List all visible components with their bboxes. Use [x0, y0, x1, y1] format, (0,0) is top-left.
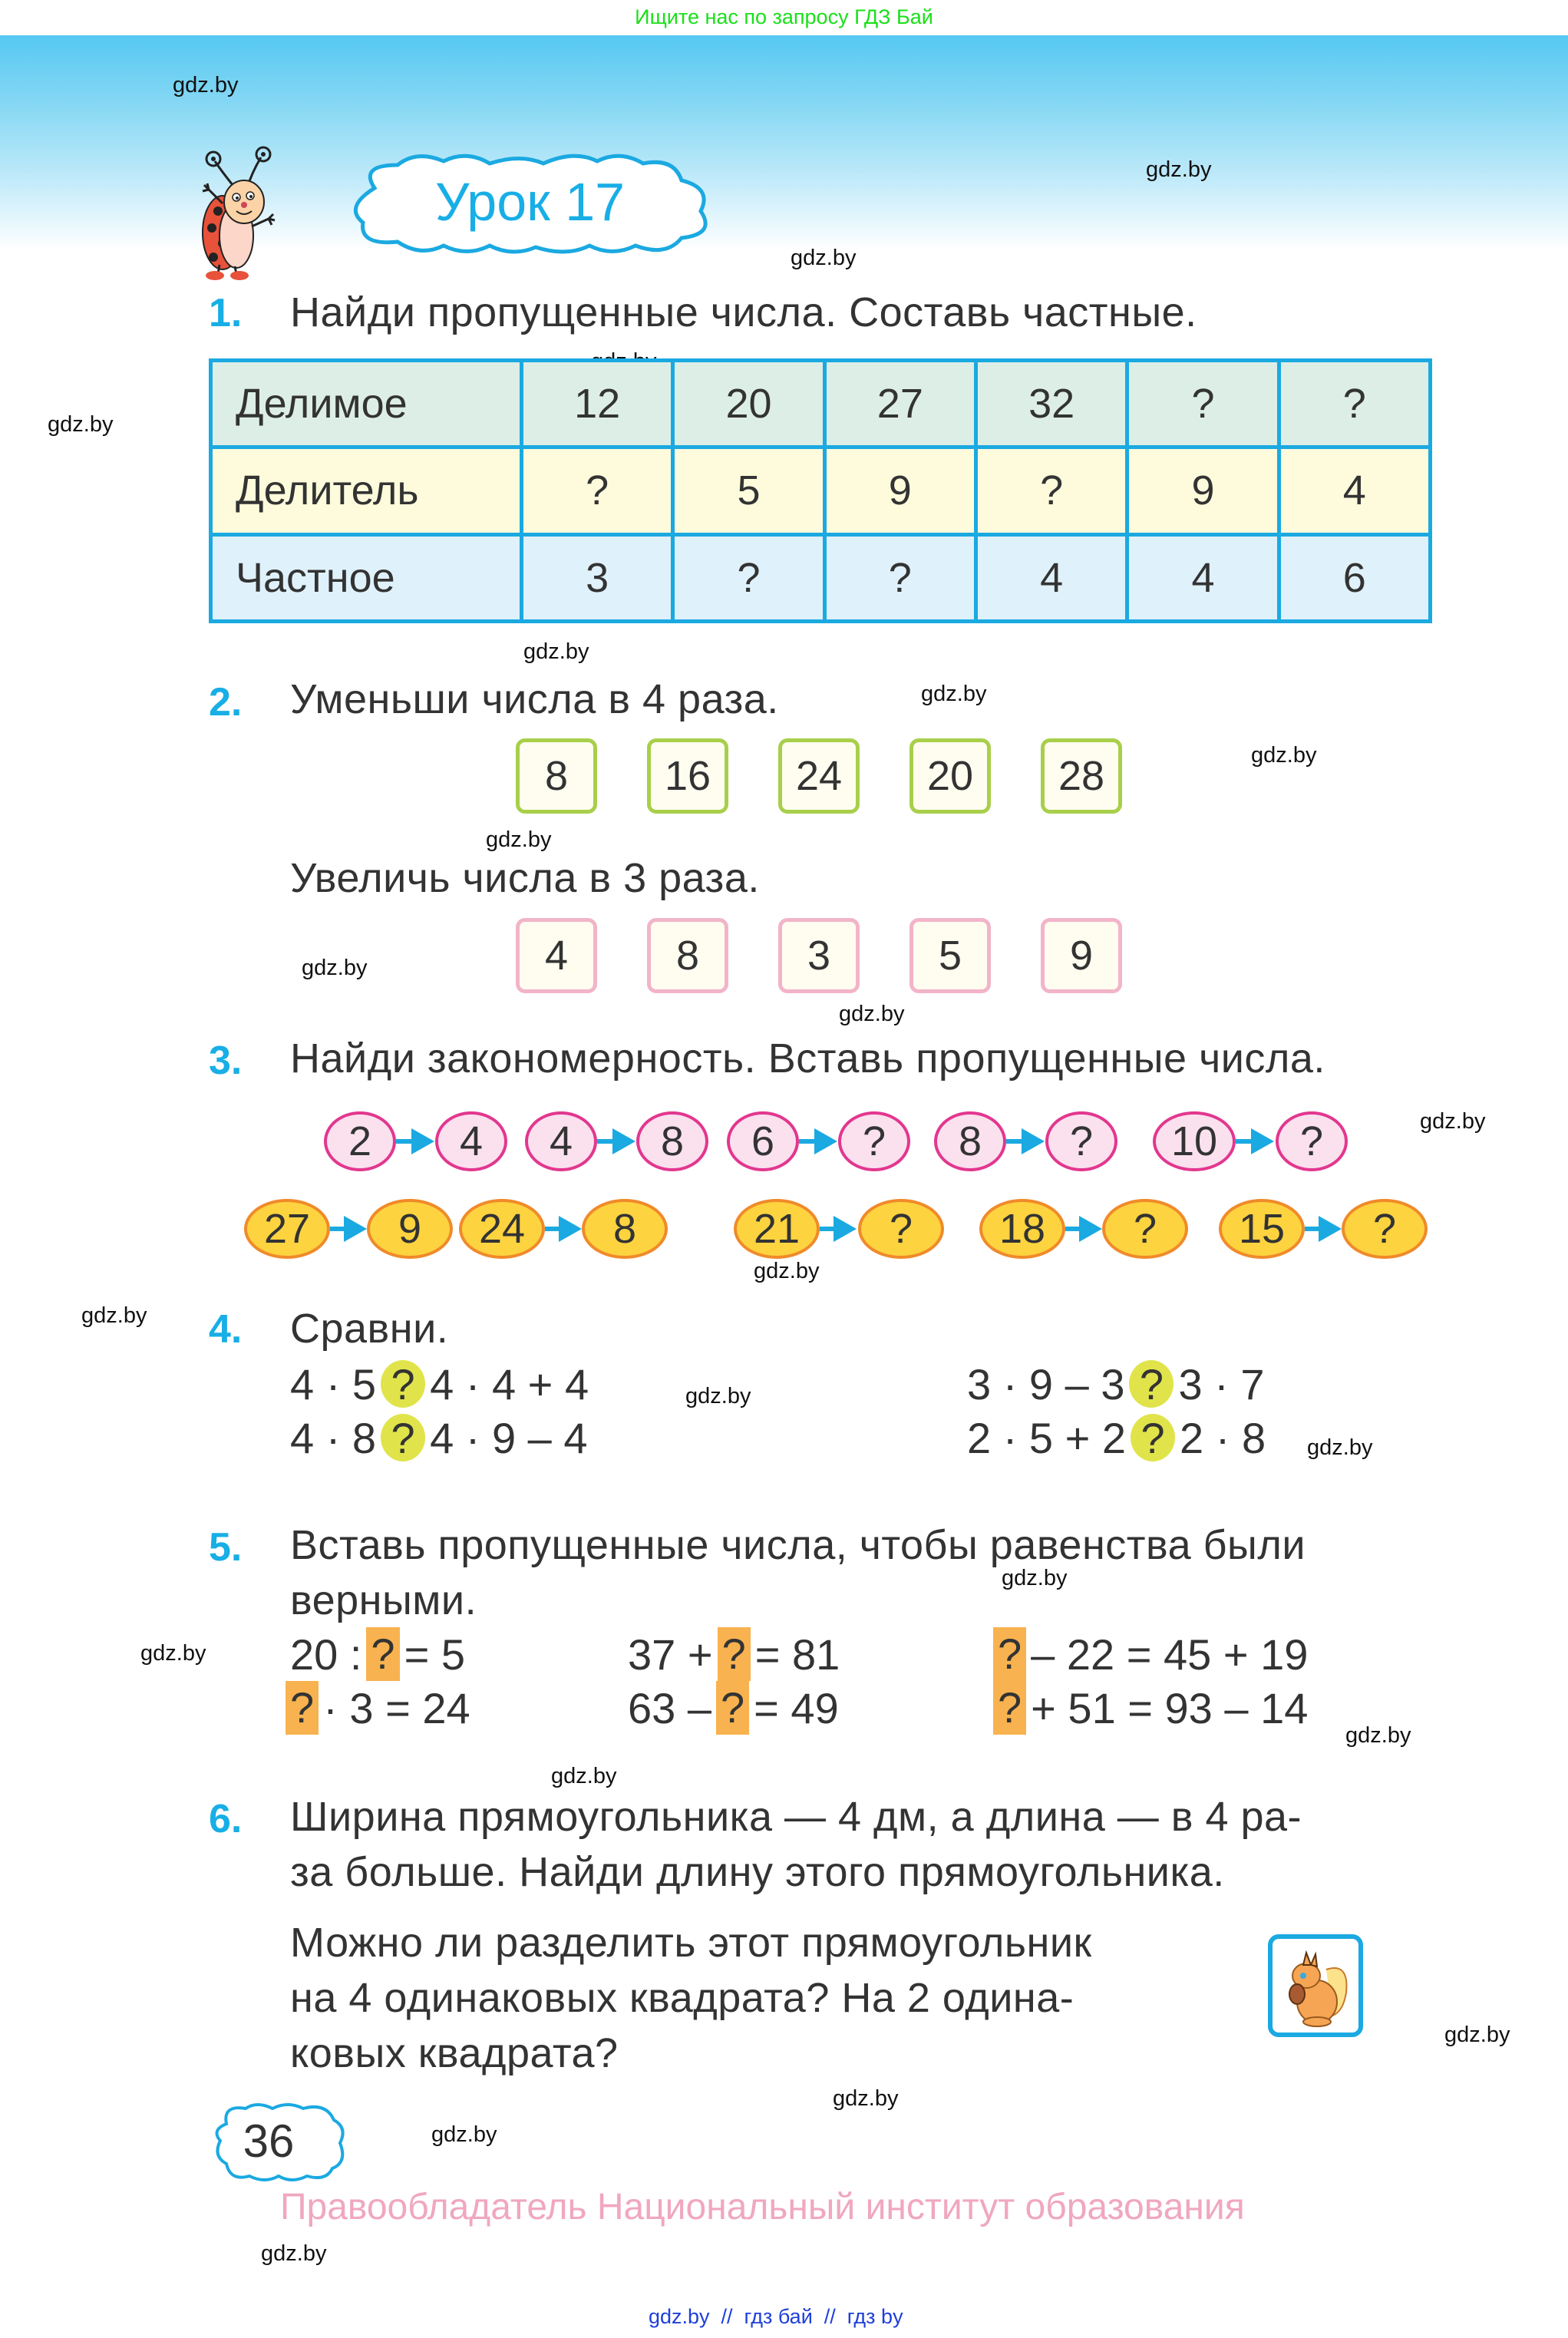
- chain-oval: 10: [1153, 1111, 1236, 1171]
- chain-oval: ?: [838, 1111, 910, 1171]
- table-cell: 9: [824, 447, 975, 534]
- row-label: Делитель: [211, 447, 522, 534]
- row-label: Частное: [211, 534, 522, 621]
- missing-number-slot[interactable]: ?: [993, 1681, 1026, 1735]
- exercise-2-text-b: Увеличь числа в 3 раза.: [290, 855, 760, 901]
- exercise-4-text: Сравни.: [290, 1306, 449, 1352]
- comparison-item: 3 · 9 – 3 ? 3 · 7: [967, 1359, 1265, 1408]
- table-cell: 5: [673, 447, 824, 534]
- chain-oval: 15: [1219, 1199, 1305, 1259]
- missing-number-slot[interactable]: ?: [993, 1627, 1026, 1681]
- compare-sign-slot[interactable]: ?: [1131, 1414, 1175, 1461]
- number-box: 24: [778, 738, 860, 814]
- chain-oval: ?: [1102, 1199, 1188, 1259]
- number-box: 8: [647, 918, 728, 993]
- equation-item: ? – 22 = 45 + 19: [993, 1627, 1308, 1681]
- top-banner: [0, 0, 1568, 35]
- page-number-cloud: [211, 2101, 349, 2184]
- chain-oval: 4: [525, 1111, 597, 1171]
- division-table: [209, 358, 1432, 623]
- chain-oval: 21: [734, 1199, 820, 1259]
- bottom-links[interactable]: gdz.by // гдз бай // гдз by: [649, 2305, 903, 2328]
- equation-item: 37 + ? = 81: [628, 1627, 840, 1681]
- pattern-row-2: [244, 1199, 1441, 1260]
- table-cell: ?: [824, 534, 975, 621]
- table-cell: 4: [1279, 447, 1430, 534]
- chain-oval: 8: [636, 1111, 708, 1171]
- page-number: 36: [243, 2115, 295, 2167]
- chain-oval: 24: [459, 1199, 545, 1259]
- exercise-5-number: 5.: [209, 1525, 243, 1570]
- comparison-item: 2 · 5 + 2 ? 2 · 8: [967, 1413, 1266, 1462]
- number-box: 4: [516, 918, 597, 993]
- exercise-6-question-line1: Можно ли разделить этот прямоугольник: [290, 1920, 1092, 1966]
- exercise-5-text-line1: Вставь пропущенные числа, чтобы равенства были: [290, 1522, 1306, 1568]
- exercise-2-text-a: Уменьши числа в 4 раза.: [290, 676, 779, 722]
- table-cell: 4: [975, 534, 1127, 621]
- exercise-6-line2: за больше. Найди длину этого прямоугольника.: [290, 1849, 1225, 1895]
- watermark: gdz.by: [1146, 157, 1212, 182]
- table-cell: 3: [522, 534, 673, 621]
- watermark: gdz.by: [486, 827, 552, 852]
- table-cell: 6: [1279, 534, 1430, 621]
- number-box: 28: [1041, 738, 1122, 814]
- missing-number-slot[interactable]: ?: [716, 1681, 749, 1735]
- watermark: gdz.by: [431, 2122, 497, 2147]
- table-row-quotient: [211, 534, 1431, 621]
- row-label: Делимое: [211, 361, 522, 447]
- number-box: 9: [1041, 918, 1122, 993]
- compare-sign-slot[interactable]: ?: [1129, 1360, 1174, 1408]
- chain-oval: 27: [244, 1199, 330, 1259]
- exercise-6-question-line2: на 4 одинаковых квадрата? На 2 одина-: [290, 1975, 1074, 2021]
- number-box: 3: [778, 918, 860, 993]
- exercise-1-number: 1.: [209, 291, 243, 335]
- exercise-6-question-line3: ковых квадрата?: [290, 2030, 619, 2076]
- arrow-icon: [612, 1128, 635, 1154]
- watermark: gdz.by: [1444, 2023, 1510, 2047]
- copyright-notice: Правообладатель Национальный институт образования: [280, 2187, 1245, 2227]
- watermark: gdz.by: [839, 1002, 905, 1026]
- arrow-icon: [1319, 1216, 1342, 1242]
- watermark: gdz.by: [48, 412, 114, 437]
- watermark: gdz.by: [754, 1259, 820, 1283]
- missing-number-slot[interactable]: ?: [286, 1681, 319, 1735]
- exercise-6-number: 6.: [209, 1797, 243, 1841]
- comparison-item: 4 · 5 ? 4 · 4 + 4: [290, 1359, 589, 1408]
- equation-item: 20 : ? = 5: [290, 1627, 465, 1681]
- missing-number-slot[interactable]: ?: [718, 1627, 751, 1681]
- watermark: gdz.by: [685, 1384, 751, 1408]
- exercise-2-number: 2.: [209, 680, 243, 725]
- watermark: gdz.by: [140, 1641, 206, 1666]
- chain-oval: 6: [727, 1111, 799, 1171]
- arrow-icon: [344, 1216, 367, 1242]
- chain-oval: 9: [367, 1199, 453, 1259]
- exercise-3-text: Найди закономерность. Вставь пропущенные числа.: [290, 1035, 1325, 1081]
- lesson-title-cloud: [344, 150, 716, 257]
- exercise-6-line1: Ширина прямоугольника — 4 дм, а длина — в 4 ра-: [290, 1794, 1302, 1840]
- number-box: 5: [909, 918, 991, 993]
- chain-oval: ?: [1045, 1111, 1117, 1171]
- table-cell: ?: [522, 447, 673, 534]
- table-cell: 32: [975, 361, 1127, 447]
- table-cell: ?: [975, 447, 1127, 534]
- number-box: 20: [909, 738, 991, 814]
- exercise-4-number: 4.: [209, 1307, 243, 1352]
- chain-oval: ?: [858, 1199, 944, 1259]
- arrow-icon: [814, 1128, 837, 1154]
- missing-number-slot[interactable]: ?: [366, 1627, 399, 1681]
- equation-item: ? + 51 = 93 – 14: [993, 1681, 1308, 1735]
- number-box: 16: [647, 738, 728, 814]
- top-banner-text: Ищите нас по запросу ГДЗ Бай: [635, 5, 933, 28]
- watermark: gdz.by: [302, 956, 368, 980]
- chain-oval: ?: [1276, 1111, 1348, 1171]
- arrow-icon: [1022, 1128, 1045, 1154]
- watermark: gdz.by: [173, 73, 239, 97]
- chain-oval: 8: [582, 1199, 668, 1259]
- watermark: gdz.by: [921, 682, 987, 706]
- chain-oval: 2: [324, 1111, 396, 1171]
- chain-oval: 8: [934, 1111, 1006, 1171]
- table-row-divisor: [211, 447, 1431, 534]
- pattern-row-1: [324, 1111, 1368, 1173]
- compare-sign-slot[interactable]: ?: [381, 1414, 425, 1461]
- watermark: gdz.by: [1251, 743, 1317, 768]
- table-cell: ?: [1279, 361, 1430, 447]
- squirrel-icon: [1268, 1934, 1363, 2037]
- table-cell: 4: [1127, 534, 1279, 621]
- chain-oval: 4: [435, 1111, 507, 1171]
- watermark: gdz.by: [261, 2241, 327, 2266]
- watermark: gdz.by: [791, 246, 857, 270]
- watermark: gdz.by: [1345, 1723, 1411, 1748]
- table-cell: ?: [1127, 361, 1279, 447]
- watermark: gdz.by: [81, 1303, 147, 1328]
- exercise-1-text: Найди пропущенные числа. Составь частные.: [290, 289, 1197, 335]
- arrow-icon: [834, 1216, 857, 1242]
- exercise-3-number: 3.: [209, 1039, 243, 1083]
- watermark: gdz.by: [1307, 1435, 1373, 1460]
- compare-sign-slot[interactable]: ?: [381, 1360, 425, 1408]
- number-box: 8: [516, 738, 597, 814]
- chain-oval: 18: [979, 1199, 1065, 1259]
- watermark: gdz.by: [551, 1764, 617, 1788]
- equation-item: 63 – ? = 49: [628, 1681, 839, 1735]
- table-cell: ?: [673, 534, 824, 621]
- table-cell: 20: [673, 361, 824, 447]
- watermark: gdz.by: [1002, 1566, 1068, 1590]
- lesson-title: Урок 17: [434, 172, 626, 232]
- table-cell: 12: [522, 361, 673, 447]
- table-cell: 27: [824, 361, 975, 447]
- table-cell: 9: [1127, 447, 1279, 534]
- chain-oval: ?: [1342, 1199, 1428, 1259]
- watermark: gdz.by: [523, 639, 589, 664]
- ladybug-icon: [192, 142, 299, 280]
- arrow-icon: [559, 1216, 582, 1242]
- arrow-icon: [411, 1128, 434, 1154]
- comparison-item: 4 · 8 ? 4 · 9 – 4: [290, 1413, 588, 1462]
- exercise-5-text-line2: верными.: [290, 1577, 477, 1623]
- table-row-dividend: [211, 361, 1431, 447]
- watermark: gdz.by: [833, 2086, 899, 2111]
- watermark: gdz.by: [1420, 1109, 1486, 1134]
- arrow-icon: [1251, 1128, 1274, 1154]
- equation-item: ? · 3 = 24: [286, 1681, 470, 1735]
- arrow-icon: [1079, 1216, 1102, 1242]
